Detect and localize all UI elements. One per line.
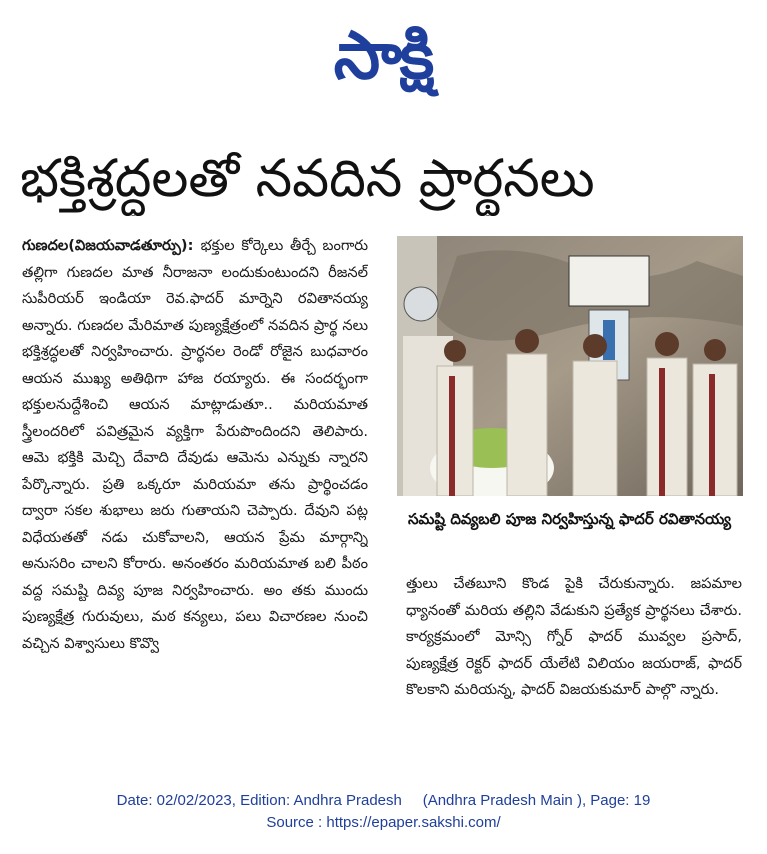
article-photo [397, 236, 743, 496]
article-headline: భక్తిశ్రద్ధలతో నవదిన ప్రార్థనలు [20, 149, 595, 209]
priests-prayer-photo-illustration [397, 236, 743, 496]
article-body-right-text: త్తులు చేతబూని కొండ పైకి చేరుకున్నారు. జపమాల ధ్యానంతో మరియ తల్లిని వేడుకుని ప్రత్యేక ప్రార్థనలు చేశారు. కార్యక్రమంలో మోన్సి గ్నోర్ ఫాదర్ మువ్వల ప్రసాద్, పుణ్యక్షేత్ర రెక్టర్ ఫాదర్ యేలేటి విలియం జయరాజ్, ఫాదర్ కొలకాని మరియన్న, ఫాదర్ విజయకుమార్ పాల్గొ న్నారు. [406, 575, 742, 698]
footer-source: Source : https://epaper.sakshi.com/ [266, 814, 501, 831]
sakshi-logo: సాక్షి [333, 17, 433, 94]
footer-date-edition: Date: 02/02/2023, Edition: Andhra Pradesh (Andhra Pradesh Main ), Page: 19 [116, 792, 651, 809]
article-body-left-column [22, 233, 368, 773]
article-body-left-text: భక్తుల కోర్కెలు తీర్చే బంగారు తల్లిగా గుణదల మాత నీరాజనా లందుకుంటుందని రీజనల్ సుపీరియర్ ఇండియా రెవ.ఫాదర్ మార్నెని రవితానయ్య అన్నారు. గుణదల మేరిమాత పుణ్యక్షేత్రంలో నవదిన ప్రార్థ నలు భక్తిశ్రద్ధలతో నిర్వహించారు. ప్రార్థనల రెండో రోజైన బుధవారం ఆయన ముఖ్య అతిథిగా హాజ రయ్యారు. ఈ సందర్భంగా భక్తులనుద్దేశించి ఆయన మాట్లాడుతూ.. మరియమాత స్త్రీలందరిలో పవిత్రమైన వ్యక్తిగా పేరుపొందిందని తెలిపారు. ఆమె భక్తికి మెచ్చి దేవాది దేవుడు ఆమెను ఎన్నుకు న్నారని పేర్కొన్నారు. ప్రతి ఒక్కరూ మరియమా తను ప్రార్థించడం ద్వారా సకల శుభాలు జరు గుతాయని చెప్పారు. దేవుని పట్ల విధేయతతో నడు చుకోవాలని, ఆయన ప్రేమ మార్గాన్ని అనుసరిం చాలని కోరారు. అనంతరం మరియమాత బలి పీఠం వద్ద సమష్టి దివ్య పూజ నిర్వహించారు. అం తకు ముందు పుణ్యక్షేత్ర గురువులు, మఠ కన్యలు, పలు విచారణల నుంచి వచ్చిన విశ్వాసులు కొవ్వొ [22, 237, 368, 652]
photo-caption: సమష్టి దివ్యబలి పూజ నిర్వహిస్తున్న ఫాదర్ రవితానయ్య [408, 510, 732, 528]
article-body-right-column [406, 571, 742, 781]
epaper-footer [0, 790, 767, 834]
article-dateline: గుణదల(విజయవాడతూర్పు): [22, 237, 201, 254]
